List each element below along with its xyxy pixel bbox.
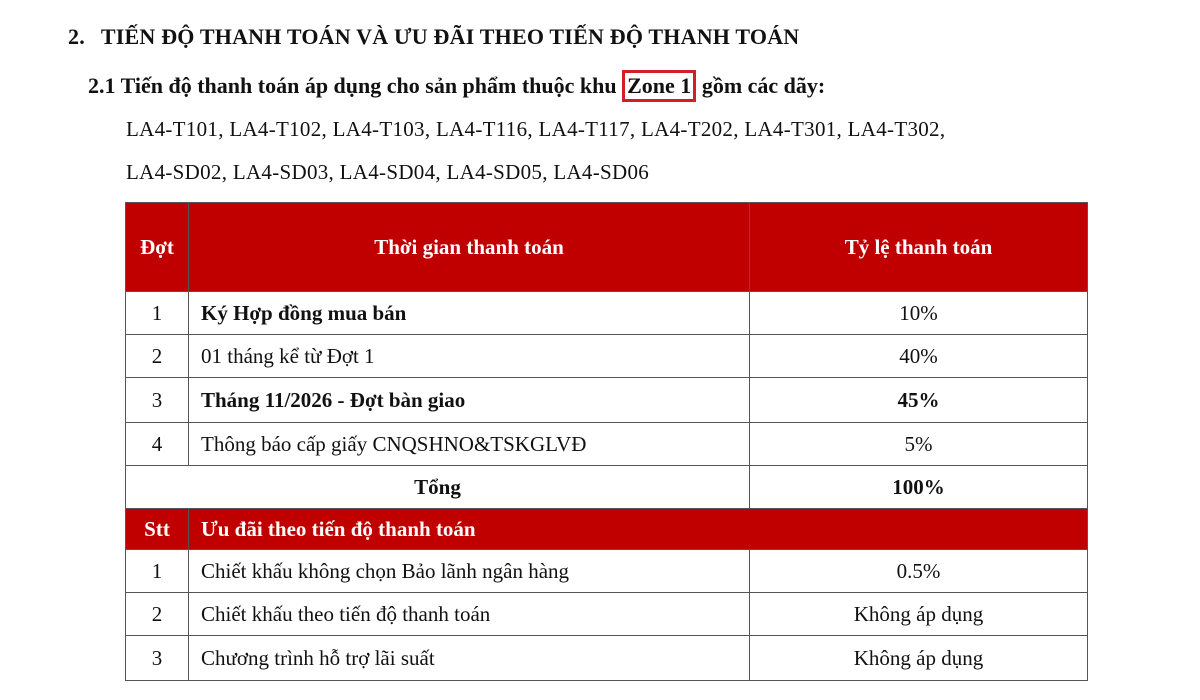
product-codes-line-2: LA4-SD02, LA4-SD03, LA4-SD04, LA4-SD05, LA4-SD06 xyxy=(126,160,650,184)
header-incentives: Ưu đãi theo tiến độ thanh toán xyxy=(189,509,750,550)
row-rate: 5% xyxy=(750,423,1088,466)
table-row xyxy=(126,335,1088,378)
schedule-header-row xyxy=(126,203,1088,292)
incentive-value: 0.5% xyxy=(750,550,1088,593)
header-dot: Đợt xyxy=(126,203,189,292)
row-time: Tháng 11/2026 - Đợt bàn giao xyxy=(189,378,750,423)
row-time: Thông báo cấp giấy CNQSHNO&TSKGLVĐ xyxy=(189,423,750,466)
incentive-index: 1 xyxy=(126,550,189,593)
row-index: 1 xyxy=(126,292,189,335)
header-stt: Stt xyxy=(126,509,189,550)
incentive-name: Chiết khấu theo tiến độ thanh toán xyxy=(189,593,750,636)
incentive-value: Không áp dụng xyxy=(750,593,1088,636)
row-rate: 40% xyxy=(750,335,1088,378)
incentive-value: Không áp dụng xyxy=(750,636,1088,681)
total-value: 100% xyxy=(750,466,1088,509)
row-index: 4 xyxy=(126,423,189,466)
section-title: TIẾN ĐỘ THANH TOÁN VÀ ƯU ĐÃI THEO TIẾN ĐỘ THANH TOÁN xyxy=(100,24,800,49)
row-index: 2 xyxy=(126,335,189,378)
incentives-header-row xyxy=(126,509,1088,550)
incentive-name: Chiết khấu không chọn Bảo lãnh ngân hàng xyxy=(189,550,750,593)
header-time: Thời gian thanh toán xyxy=(189,203,750,292)
total-label: Tổng xyxy=(126,466,750,509)
table-row xyxy=(126,636,1088,681)
subsection-prefix: 2.1 Tiến độ thanh toán áp dụng cho sản phẩm thuộc khu xyxy=(88,73,623,98)
row-index: 3 xyxy=(126,378,189,423)
payment-schedule-table xyxy=(125,202,1088,681)
row-time: 01 tháng kể từ Đợt 1 xyxy=(189,335,750,378)
row-rate: 10% xyxy=(750,292,1088,335)
incentive-name: Chương trình hỗ trợ lãi suất xyxy=(189,636,750,681)
table-row xyxy=(126,292,1088,335)
section-heading xyxy=(68,24,799,50)
incentive-index: 3 xyxy=(126,636,189,681)
table-row xyxy=(126,378,1088,423)
header-rate: Tỷ lệ thanh toán xyxy=(750,203,1088,292)
header-empty xyxy=(750,509,1088,550)
incentive-index: 2 xyxy=(126,593,189,636)
product-codes-line-1: LA4-T101, LA4-T102, LA4-T103, LA4-T116, LA4-T117, LA4-T202, LA4-T301, LA4-T302, xyxy=(126,117,946,141)
subsection-heading xyxy=(88,70,825,102)
table-row xyxy=(126,423,1088,466)
row-time: Ký Hợp đồng mua bán xyxy=(189,292,750,335)
total-row xyxy=(126,466,1088,509)
zone-highlight: Zone 1 xyxy=(622,70,696,102)
section-number: 2. xyxy=(68,24,85,49)
subsection-suffix: gồm các dãy: xyxy=(696,73,826,98)
row-rate: 45% xyxy=(750,378,1088,423)
table-row xyxy=(126,593,1088,636)
table-row xyxy=(126,550,1088,593)
